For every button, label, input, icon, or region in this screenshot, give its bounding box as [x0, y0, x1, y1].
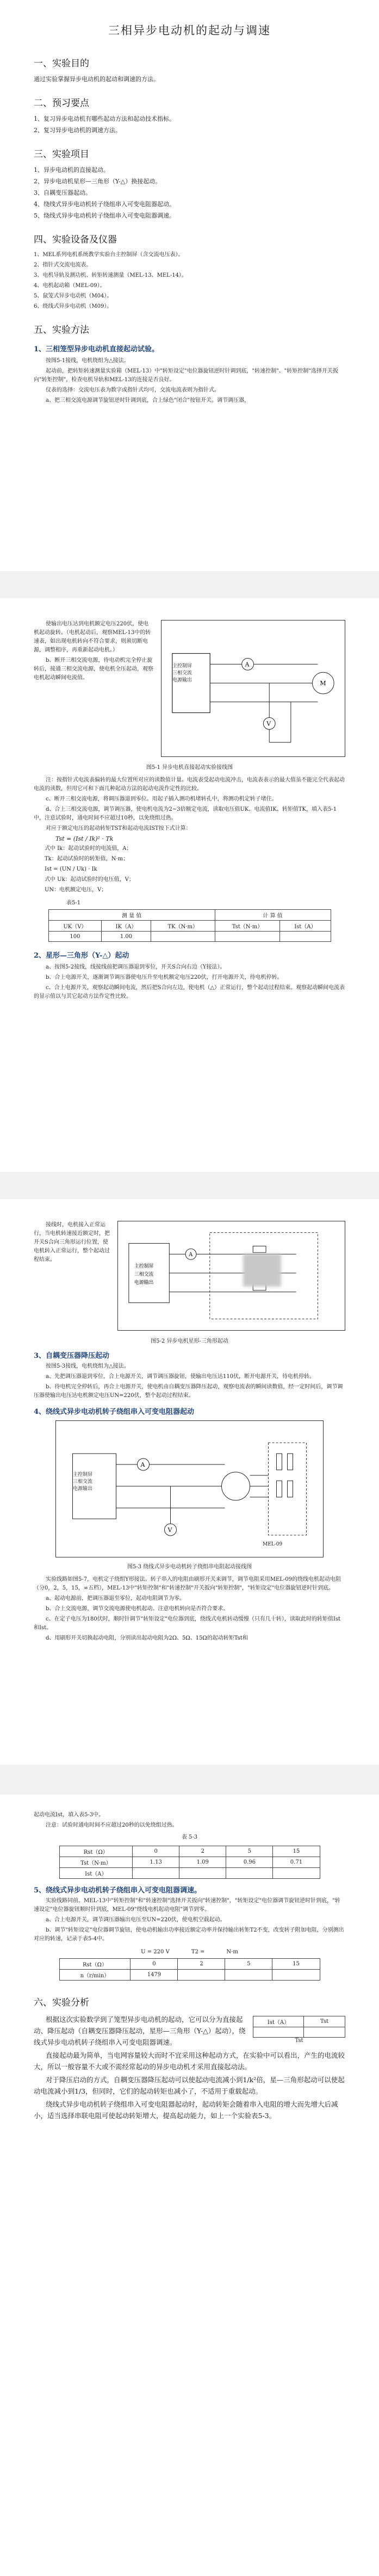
method-paragraph: 注：按指针式电流表偏转的最大位置所对应的读数值计量。电流表受起动电流冲击，电流表表示的最大值虽不能完全代表起动电流的读数，但用它可和下面几种起动方法的起动电流作定性的比较。: [34, 777, 345, 792]
fig1-power-box-label: 主控制屏 三相交流 电源输出: [172, 663, 192, 683]
method-paragraph: a、把三相交流电源调节旋钮逆时针调到底，合上绿色"闭合"按钮开关。调节调压器，: [46, 398, 250, 404]
table-header-row: [48, 921, 331, 932]
formula-where: 式中 Ik：起动试验时的电流值，A；: [45, 846, 132, 852]
method-paragraph: 按图5-3接线，电机绕组为△接法。: [46, 1363, 129, 1369]
experiment-item: 3、自耦变压器起动。: [34, 189, 91, 196]
fig1-side-text: [34, 620, 153, 757]
table-cell: [178, 1970, 225, 1981]
equipment-item: 5、鼠笼式异步电动机（M04）。: [34, 293, 113, 299]
table-header-cell: 15: [273, 1846, 320, 1857]
table-header-cell: 0: [133, 1846, 179, 1857]
table-header-cell: 15: [272, 1959, 320, 1970]
experiment-item: 5、绕线式异步电动机转子绕组串入可变电阻器调速。: [34, 212, 175, 219]
method-paragraph: 起动前，把转矩转速测量实验箱（MEL-13）中"转矩设定"电位器旋钮逆时针调到底，"转速控制"、"转矩控制"选择开关扳向"转矩控制"，检查电机导轨和MEL-13的连接是否良好。: [34, 368, 338, 383]
table-cell: [179, 1868, 226, 1879]
table-header-cell: 0: [131, 1959, 178, 1970]
table-cell: [280, 932, 331, 942]
table-cell: 0.96: [226, 1857, 273, 1868]
method-paragraph: 仪表的选择：交流电压表为数字或指针式均可，交流电流表则为指针式。: [46, 387, 220, 393]
method-paragraph: 按图5-1接线，电机绕组为△接法。: [46, 358, 129, 364]
svg-text:A: A: [245, 661, 250, 668]
table-cell: 1.13: [133, 1857, 179, 1868]
table-row: [48, 932, 331, 942]
table-cell: n（r/min）: [59, 1970, 131, 1981]
formula-where: Tk：起动试验时的转矩值，N·m；: [45, 856, 129, 862]
table-header-cell: Ist（A）: [280, 921, 331, 932]
table-header-cell: TK（N·m）: [151, 921, 215, 932]
table-cell: Ist（A）: [59, 1868, 133, 1879]
equipment-item: 1、MEL系列电机系统教学实验台主控制屏（含交流电压表）。: [34, 252, 184, 258]
method-paragraph: c、断开三相交流电源，将调压器退到零位。用起子插入测功机堵转孔中，将测功机定转子堵住。: [46, 796, 277, 802]
svg-text:V: V: [266, 720, 271, 728]
table-5-1-caption: 表5-1: [66, 900, 81, 906]
svg-text:A: A: [189, 1252, 193, 1258]
table-cell: [226, 1868, 273, 1879]
fig3-power-box-label: 主控制屏 三相交流 电源输出: [72, 1472, 92, 1492]
svg-text:三相交流: 三相交流: [134, 1272, 154, 1277]
figure-5-3-caption: 图5-3 绕线式异步电动机转子绕组串电阻起动接线图: [127, 1564, 252, 1570]
table-header-cell: Rst（Ω）: [59, 1846, 133, 1857]
method-paragraph: a、先把调压器退到零位，合上电源开关，调节调压器旋钮，使输出电压达110伏，断开电源开关，待电机停转。: [46, 1374, 315, 1380]
table-cell: 0.71: [273, 1857, 320, 1868]
figure-5-2-svg: [118, 1221, 345, 1330]
fig2-side-text: [34, 1221, 110, 1331]
analysis-body: [34, 2014, 345, 2121]
page-3: [0, 1199, 379, 1765]
page-1: [0, 0, 379, 571]
table-row: [59, 1857, 320, 1868]
table-cell: [215, 932, 280, 942]
table-header-row: [59, 1959, 320, 1970]
table-cell: 100: [48, 932, 102, 942]
method-paragraph: 注意：试验时通电时间不应超过20秒的以免绕组过热。: [46, 1822, 178, 1828]
table-5-4: [59, 1958, 320, 1981]
document-title: 三相异步电动机的起动与调速: [108, 24, 271, 37]
table-header-row: [59, 1846, 320, 1857]
section-items-heading: 三、实验项目: [34, 149, 89, 160]
method-paragraph: b、待电机完全停转后，再合上电源开关，使电机由自耦变压器降压起动，观察电流表的瞬间读数值，经一定时间后，调节调压器使输出电压达电机额定电压UN=220伏，整个起动过程结束。: [34, 1384, 343, 1399]
svg-text:V: V: [167, 1526, 172, 1534]
table-cell: [151, 932, 215, 942]
formula-where: 式中 Uk：起动试验时的电压值，V；: [45, 877, 134, 883]
analysis-paragraph: 绕线式异步电动机转子绕组串入可变电阻器起动时，起动转矩会随着串入电阻的增大而先增大后减小，适当选择串联电阻可使起动转矩增大，提高起动能力，如上一个实验表5-3。: [34, 2100, 338, 2120]
table-header-cell: 2: [178, 1959, 225, 1970]
method-paragraph: b、断开三相交流电源，待电动机完全停止旋转后，接通三相交流电源，使电机全压起动，观察电机起动瞬间电流值。: [34, 657, 153, 681]
svg-text:电源输出: 电源输出: [134, 1280, 154, 1286]
subsection-autotransformer: 3、自耦变压器降压起动: [34, 1352, 110, 1360]
equipment-item: 6、绕线式异步电动机（M09）。: [34, 303, 113, 309]
table-5-3-caption: 表 5-3: [181, 1834, 198, 1840]
blurred-region: [243, 1254, 281, 1287]
method-paragraph: 实验线路如图5-7，电机定子绕组Y形接法。转子串入的电阻由刷形开关来调节，调节电阻采用MEL-09的绕线电机起动电阻（分0，2，5，15，∞五档），MEL-13中"转矩控制"和"转速控制"开关扳向"转矩控制"，"转矩设定"电位器旋钮逆时针到底。: [34, 1576, 341, 1591]
equipment-item: 2、指针式交流电流表。: [34, 262, 92, 268]
method-paragraph: 实验线路同前。MEL-13中"转矩控制"和"转速控制"选择开关扳向"转速控制"，"转矩设定"电位器调节旋钮逆时针到底，"转速设定"电位器旋钮顺时针到底，MEL-09"绕线电机起动电阻"调节到零。: [34, 1898, 340, 1913]
formula-where: Ist = (UN / Uk) · Ik: [45, 866, 97, 872]
method-paragraph: b、合上电源开关，逐渐调节调压器使电压升至电机额定电压220伏，打开电源开关，待电机停转。: [46, 974, 283, 980]
figure-5-1-diagram: [161, 620, 345, 757]
formula-tst: Tst = (Ist / Ik)² · Tk: [55, 835, 114, 842]
table-5-1-group-measured: 测 量 值: [48, 910, 215, 921]
section-prep-heading: 二、预习要点: [34, 98, 89, 109]
svg-text:A: A: [140, 1461, 145, 1468]
subsection-wound-rotor-speed: 5、绕线式异步电动机转子绕组串入可变电阻器调速。: [34, 1886, 202, 1895]
method-paragraph: b、合上交流电源，调节交流电源使电机起动。注意电机转向是否符合要求。: [46, 1606, 229, 1612]
table-cell: [133, 1868, 179, 1879]
table-cell: Tst: [303, 2016, 345, 2027]
equipment-item: 4、电机起动箱（MEL-09）。: [34, 283, 105, 289]
table-row: [59, 1970, 320, 1981]
table-cell: [273, 1868, 320, 1879]
table-cell: Tst（N·m）: [59, 1857, 133, 1868]
formula-where: UN：电机额定电压，V；: [45, 887, 107, 893]
method-paragraph: 对应于额定电压的起动转矩TST和起动电流IST按下式计算：: [46, 825, 191, 831]
experiment-item: 2、异步电动机星形—三角形（Y-△）换接起动。: [34, 178, 161, 185]
table-cell: 1.00: [102, 932, 151, 942]
subsection-star-delta: 2、星形—三角形（Y-△）起动: [34, 952, 129, 960]
analysis-paragraph: 根据这次实验数学到了笼型异步电动机的起动，它可以分为直接起动、降压起动（自耦变压器降压起动，星形—三角形（Y-△）起动），绕线式异步电动机转子绕组串入可变电阻器调速。: [34, 2015, 246, 2046]
figure-5-1-caption: 图5-1 异步电机直接起动实验接线图: [146, 765, 233, 771]
figure-5-1-svg: [161, 620, 345, 756]
table-header-cell: Rst（Ω）: [59, 1959, 131, 1970]
method-paragraph: d、用刷形开关切换起动电阻，分别读出起动电阻为2Ω、5Ω、15Ω的起动转矩Tst和: [46, 1635, 248, 1641]
subsection-direct-start: 1、三相笼型异步电动机直接起动试验。: [34, 345, 159, 353]
analysis-paragraph: 直接起动最为简单，当电网容量较大而时不宜采用这种起动方式，在实验中可以看出，产生的电流较大，所以一般容量不大或不需经常起动的异步电动机才采用直接起动法。: [34, 2051, 345, 2071]
side-box-label: Tst: [295, 2038, 303, 2044]
table-5-4-caption: U = 220 V T2 = N·m: [141, 1949, 238, 1955]
table-header-cell: UK（V）: [48, 921, 102, 932]
analysis-paragraph: 对于降压启动的方式，自耦变压器降压起动可以使起动电流减小到1/k²倍，星—三角形起动可以使起动电流减小到1/3，但同时，它们的起动转矩也减小了，不适用于重载起动。: [34, 2076, 345, 2095]
svg-text:主控制屏: 主控制屏: [134, 1264, 154, 1270]
analysis-side-box: [253, 2016, 345, 2044]
method-paragraph: a、起动电源前，把调压器退至零位，起动电阻调节为零。: [46, 1596, 185, 1602]
svg-text:M: M: [320, 680, 326, 687]
figure-5-2-diagram: [117, 1221, 345, 1331]
experiment-item: 1、异步电动机的直接起动。: [34, 166, 109, 173]
table-header-cell: IK（A）: [102, 921, 151, 932]
fig3-mel09-label: MEL-09: [263, 1542, 283, 1547]
section-equipment-heading: 四、实验设备及仪器: [34, 234, 117, 245]
section-analysis-heading: 六、实验分析: [34, 1997, 89, 2008]
page-2: [0, 598, 379, 1172]
figure-5-3-diagram: [55, 1420, 324, 1557]
method-paragraph: c、合上电源开关，观察起动瞬间电流，然后把S合向左边，使电机（△）正常运行，整个起动过程结束。观察起动瞬间电流表的显示值以与其它起动方法作定性比较。: [34, 985, 345, 1000]
table-cell: [272, 1970, 320, 1981]
table-5-1: [48, 909, 331, 942]
table-5-3: [59, 1846, 320, 1879]
method-paragraph: 起动电流Ist，填入表5-3中。: [34, 1812, 104, 1818]
table-header-cell: 5: [225, 1959, 272, 1970]
method-paragraph: c、在定子电压为180伏时，顺时针调节"转矩设定"电位器到底，绕线式电机转动缓慢（只有几十转），读取此时的转矩值Ist和Ist。: [34, 1616, 340, 1631]
method-paragraph: b、调节"转矩设定"电位器调节旋钮，使电动机输出功率接近额定功率并保持输出转矩T2不变，改变转子附加电阻，分别测出对应的转速，记录于表5-4中。: [34, 1927, 344, 1942]
table-cell: 1479: [131, 1970, 178, 1981]
equipment-item: 3、电机导轨及测功机、转矩转速测量（MEL-13、MEL-14）。: [34, 272, 187, 278]
method-paragraph: 使输出电压达到电机额定电压220伏，使电机起动旋转。（电机起动后，观察MEL-13中的转速表，如出现电机转向不符合要求，则须切断电源，调整相序，再重新起动电机。）: [34, 621, 151, 653]
method-paragraph: 接线时，电机接入正常运行，当电机转速接近额定时，把开关S合向三角形运行位置，使电机转入正常运行，整个起动过程结束。: [34, 1222, 110, 1263]
table-cell: 1.09: [179, 1857, 226, 1868]
section-objective-heading: 一、实验目的: [34, 58, 89, 69]
method-paragraph: a、合上电源开关，调节调压器输出电压至UN=220伏，使电机空载起动。: [46, 1917, 226, 1923]
table-cell: [253, 2027, 304, 2038]
subsection-wound-rotor-start: 4、绕线式异步电动机转子绕组串入可变电阻器起动: [34, 1408, 195, 1416]
section-method-heading: 五、实验方法: [34, 325, 89, 336]
experiment-item: 4、绕线式异步电动机转子绕组串入可变电阻器起动。: [34, 201, 175, 208]
page-4: [0, 1795, 379, 2576]
table-cell: [225, 1970, 272, 1981]
table-row: [59, 1868, 320, 1879]
prep-item: 1、复习异步电动机有哪些起动方法和起动技术指标。: [34, 115, 175, 122]
method-paragraph: d、合上三相交流电源，调节调压器，使电机电流为2~3倍额定电流，读取电压值UK、电流值IK、转矩值TK，填入表5-1中，注意试验时，通电时间不应超过10秒，以免绕组过热。: [34, 806, 337, 821]
table-5-1-group-calculated: 计 算 值: [215, 910, 331, 921]
table-cell: [303, 2027, 345, 2038]
table-header-cell: 2: [179, 1846, 226, 1857]
method-paragraph: a、按图5-2接线，线接线前把调压器退到零位，开关S合向右边（Y接法）。: [46, 964, 226, 970]
table-header-cell: Tst（N·m）: [215, 921, 280, 932]
prep-item: 2、复习异步电动机的调速方法。: [34, 127, 121, 134]
section-objective-text: 通过实验掌握异步电动机的起动和调速的方法。: [34, 76, 159, 83]
table-header-cell: 5: [226, 1846, 273, 1857]
figure-5-2-caption: 图5-2 异步电机星形-三角形起动: [151, 1338, 228, 1344]
table-cell: Ist（A）: [253, 2016, 304, 2027]
